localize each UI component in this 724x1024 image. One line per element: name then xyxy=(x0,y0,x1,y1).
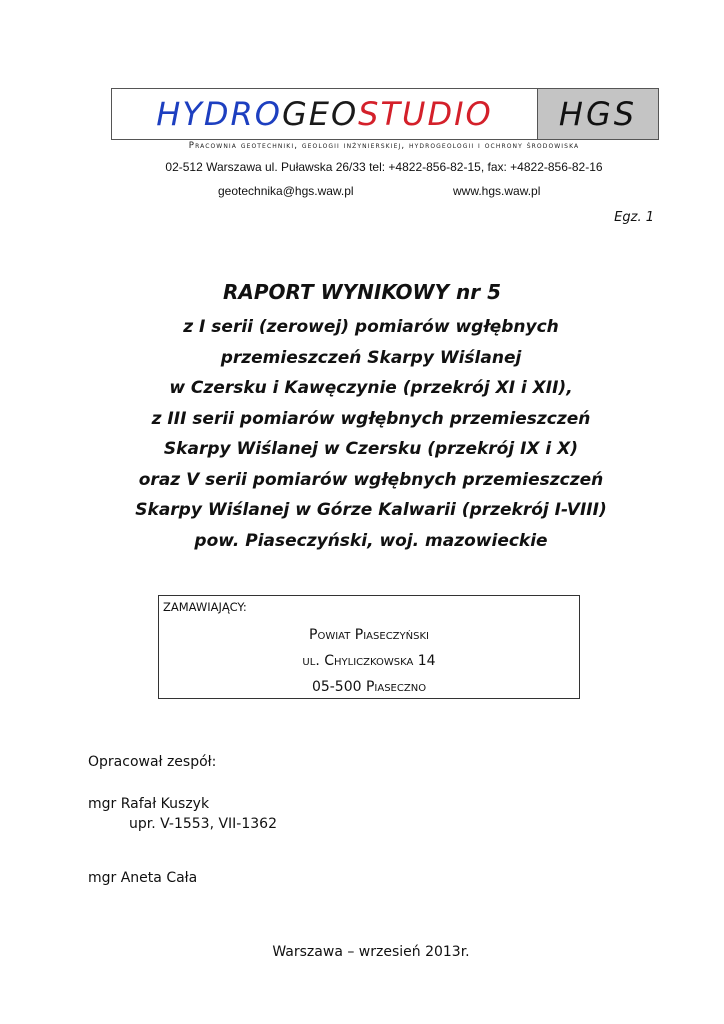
team-heading: Opracował zespół: xyxy=(88,754,217,770)
team-member-1-license: upr. V-1553, VII-1362 xyxy=(129,816,277,832)
company-email[interactable]: geotechnika@hgs.waw.pl xyxy=(218,184,354,198)
company-subtitle: Pracownia geotechniki, geologii inżynierskiej, hydrogeologii i ochrony środowiska xyxy=(188,141,580,151)
logo-part-hydro: HYDRO xyxy=(156,95,282,133)
team-section xyxy=(88,752,277,888)
company-address: 02-512 Warszawa ul. Puławska 26/33 tel: +4822-856-82-15, fax: +4822-856-82-16 xyxy=(165,160,603,174)
logo-hgs-g: G xyxy=(585,95,614,133)
company-website[interactable]: www.hgs.waw.pl xyxy=(453,184,541,198)
logo-wordmark xyxy=(112,89,537,139)
place-date: Warszawa – wrzesień 2013r. xyxy=(272,944,470,960)
report-subtitle xyxy=(0,312,724,556)
logo-hgs-h: H xyxy=(558,95,586,133)
client-city: 05-500 Piaseczno xyxy=(311,679,427,695)
logo-part-geo: GEO xyxy=(281,95,359,133)
logo-hgs-s: S xyxy=(613,95,638,133)
report-line: z III serii pomiarów wgłębnych przemieszczeń xyxy=(151,408,591,429)
report-line: przemieszczeń Skarpy Wiślanej xyxy=(220,347,522,368)
company-logo xyxy=(111,88,659,140)
logo-part-studio: STUDIO xyxy=(358,95,493,133)
client-street: ul. Chyliczkowska 14 xyxy=(302,653,436,669)
client-label: ZAMAWIAJĄCY: xyxy=(163,600,247,614)
report-line: Skarpy Wiślanej w Górze Kalwarii (przekrój I-VIII) xyxy=(135,500,607,520)
report-title: RAPORT WYNIKOWY nr 5 xyxy=(222,280,502,304)
copy-label: Egz. 1 xyxy=(614,210,654,225)
report-line: w Czersku i Kawęczynie (przekrój XI i XII), xyxy=(169,378,573,398)
report-line: Skarpy Wiślanej w Czersku (przekrój IX i X) xyxy=(163,439,579,459)
report-line: pow. Piaseczyński, woj. mazowieckie xyxy=(194,530,548,551)
team-member-2: mgr Aneta Cała xyxy=(88,870,198,886)
logo-hgs-box xyxy=(537,89,658,139)
client-box xyxy=(158,595,580,699)
team-member-1: mgr Rafał Kuszyk xyxy=(88,796,210,812)
client-name: Powiat Piaseczyński xyxy=(309,627,429,643)
report-line: z I serii (zerowej) pomiarów wgłębnych xyxy=(183,317,559,337)
report-line: oraz V serii pomiarów wgłębnych przemieszczeń xyxy=(138,469,604,490)
